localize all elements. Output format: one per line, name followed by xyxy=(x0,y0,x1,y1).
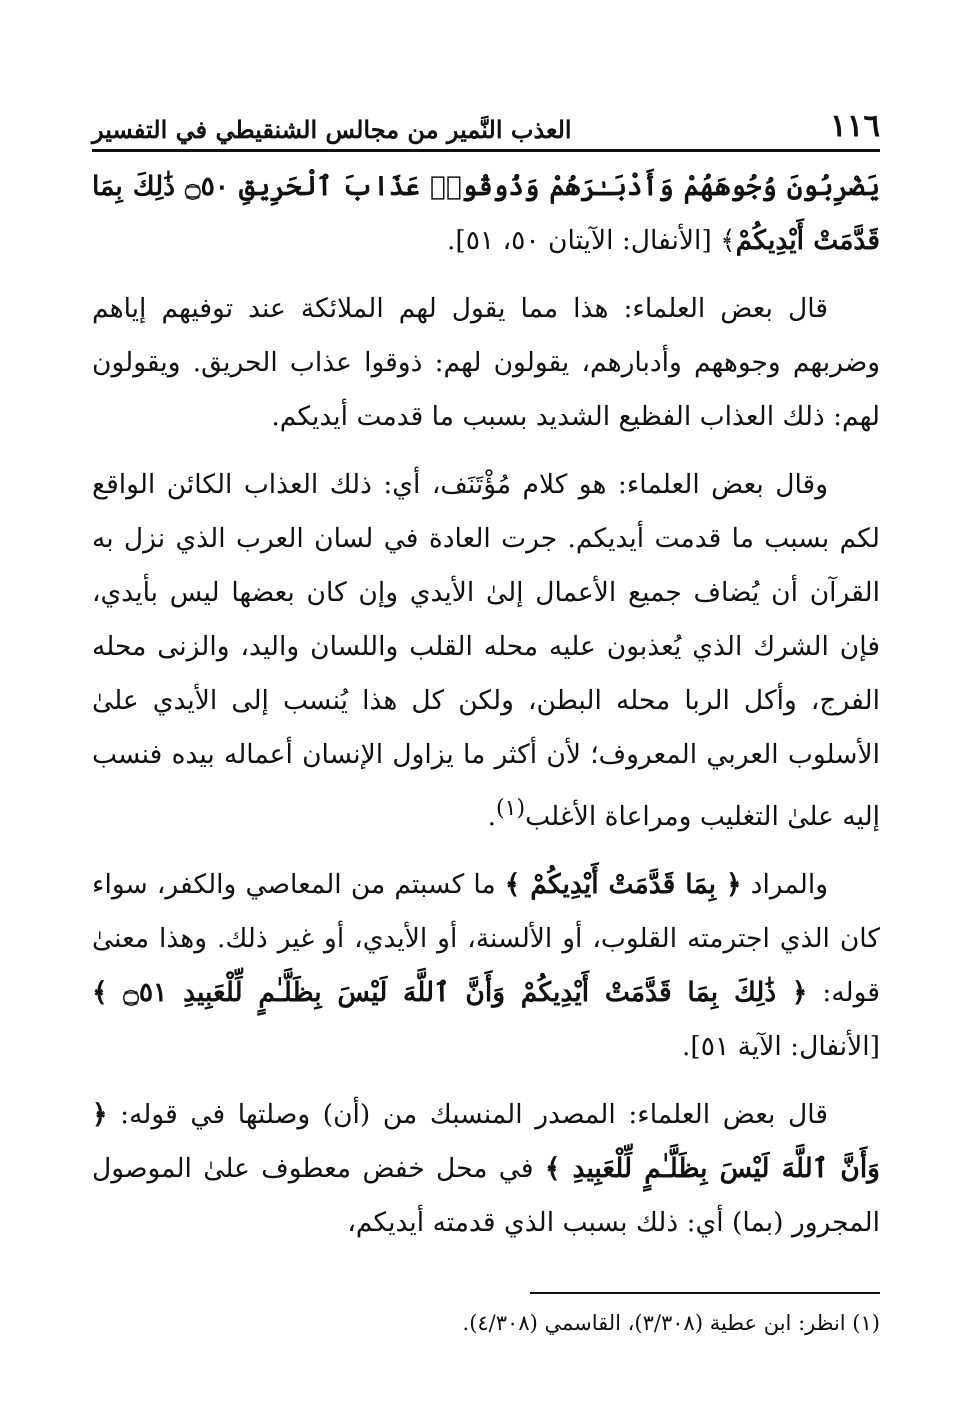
paragraph-text: في محل خفض معطوف علىٰ الموصول المجرور (بما) أي: ذلك بسبب الذي قدمته أيديكم، xyxy=(92,1152,880,1238)
paragraph-text: وقال بعض العلماء: هو كلام مُؤْتَنَف، أي: ذلك العذاب الكائن الواقع لكم بسبب ما قدمت أيديكم. جرت العادة في لسان العرب الذي نزل به القرآن أن يُضاف جميع الأعمال إلىٰ الأيدي وإن كان بعضها ليس بأيدي، فإن الشرك الذي يُعذبون عليه محله القلب واللسان واليد، والزنى محله الفرج، وأكل الربا محله البطن، ولكن كل هذا يُنسب إلى الأيدي علىٰ الأسلوب العربي المعروف؛ لأن أكثر ما يزاول الإنسان أعماله بيده فنسب إليه علىٰ التغليب ومراعاة الأغلب xyxy=(92,469,880,832)
quran-text: يَضْرِبُونَ وُجُوهَهُمْ وَأَدْبَـٰرَهُمْ وَذُوقُوا۟ عَذَابَ ٱلْحَرِيقِ ۝٥٠ ذَٰلِكَ بِمَا قَدَّمَتْ أَيْدِيكُمْ xyxy=(92,171,880,256)
paragraph xyxy=(92,858,880,1074)
quran-quote: ﴿ ذَٰلِكَ بِمَا قَدَّمَتْ أَيْدِيكُمْ وَأَنَّ ٱللَّهَ لَيْسَ بِظَلَّـٰمٍ لِّلْعَبِيدِ ۝٥١ ﴾ xyxy=(92,976,808,1008)
footnote-rule xyxy=(530,1292,880,1294)
footnote: (١) انظر: ابن عطية (٣/٣٠٨)، القاسمي (٤/٣٠٨). xyxy=(462,1311,880,1335)
running-title: العذب النَّمير من مجالس الشنقيطي في التفسير xyxy=(92,115,572,144)
page-body xyxy=(92,160,880,1264)
page-number: ١١٦ xyxy=(830,108,880,144)
header-rule xyxy=(92,149,880,152)
page-header xyxy=(92,96,880,144)
quran-quote: ﴿ وَأَنَّ ٱللَّهَ لَيْسَ بِظَلَّـٰمٍ لِّلْعَبِيدِ ﴾ xyxy=(92,1098,880,1184)
footnote-mark[interactable]: (١) xyxy=(496,796,526,821)
paragraph-end: . xyxy=(487,800,496,832)
quran-quote: ﴿ بِمَا قَدَّمَتْ أَيْدِيكُمْ ﴾ xyxy=(504,868,742,900)
paragraph: قال بعض العلماء: هذا مما يقول لهم الملائكة عند توفيهم إياهم وضربهم وجوههم وأدبارهم، يقولون لهم: ذوقوا عذاب الحريق. ويقولون لهم: ذلك العذاب الفظيع الشديد بسبب ما قدمت أيديكم. xyxy=(92,293,880,432)
paragraph xyxy=(92,1088,880,1250)
paragraph-text: قال بعض العلماء: المصدر المنسبك من (أن) وصلتها في قوله: xyxy=(107,1098,828,1130)
paragraph-text: والمراد xyxy=(741,868,828,900)
paragraph xyxy=(92,458,880,844)
paragraph-text: ما كسبتم من المعاصي والكفر، سواء كان الذي اجترمته القلوب، أو الألسنة، أو الأيدي، أو غير ذلك. وهذا معنىٰ قوله: xyxy=(92,868,880,1008)
paragraph-quran-verse xyxy=(92,160,880,268)
verse-reference: [الأنفال: الآية ٥١]. xyxy=(682,1030,880,1062)
verse-reference: ﴾ [الأنفال: الآيتان ٥٠، ٥١]. xyxy=(446,225,736,256)
